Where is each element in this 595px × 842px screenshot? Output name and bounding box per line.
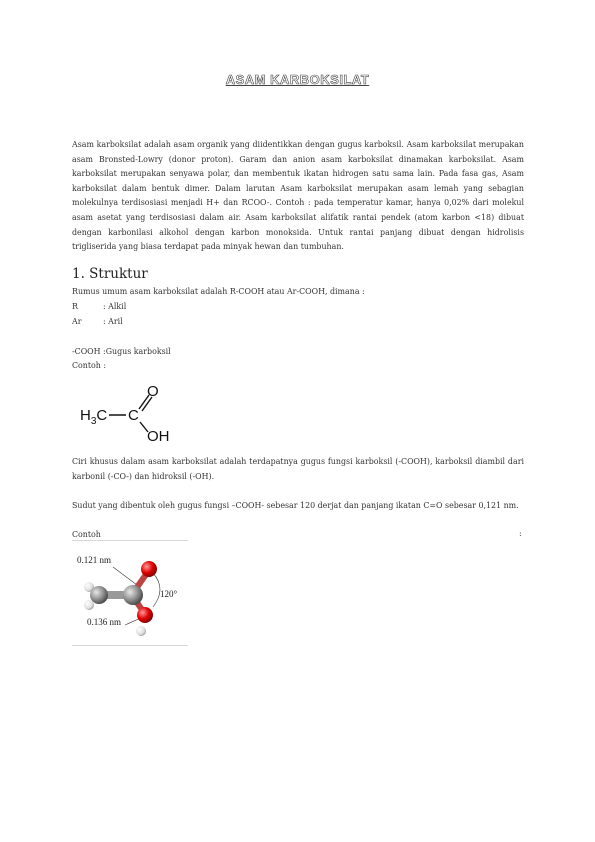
section-heading-struktur: 1. Struktur bbox=[72, 266, 148, 282]
def-val-ar: : Aril bbox=[103, 317, 123, 326]
cooh-line: -COOH :Gugus karboksil bbox=[72, 347, 171, 356]
oxygen-atom bbox=[137, 607, 153, 623]
hydrogen-atom bbox=[136, 626, 146, 636]
carbon-label: C bbox=[128, 407, 139, 424]
oxygen-label: O bbox=[147, 383, 159, 400]
def-key-ar: Ar bbox=[72, 317, 82, 326]
page-title: ASAM KARBOKSILAT bbox=[225, 72, 370, 87]
hydrogen-atom bbox=[84, 600, 94, 610]
acetic-acid-structure bbox=[76, 380, 196, 446]
def-val-r: : Alkil bbox=[103, 302, 127, 311]
contoh-label-1: Contoh : bbox=[72, 361, 107, 370]
sudut-paragraph: Sudut yang dibentuk oleh gugus fungsi –COOH- sebesar 120 derjat dan panjang ikatan C=O sebesar 0,121 nm. bbox=[72, 501, 519, 510]
oh-label: OH bbox=[147, 428, 170, 445]
carbon-atom bbox=[123, 585, 143, 605]
carbon-atom bbox=[90, 586, 108, 604]
formula-line: Rumus umum asam karboksilat adalah R-COOH atau Ar-COOH, dimana : bbox=[72, 287, 365, 296]
dim-line-top bbox=[113, 567, 137, 585]
contoh-label-2: Contoh bbox=[72, 530, 101, 539]
figure-bottom-rule bbox=[72, 645, 188, 646]
figure-top-rule bbox=[72, 540, 188, 541]
ch3-label: $H_3C$ bbox=[80, 407, 108, 427]
bond-length-top-label: 0.121 nm bbox=[77, 555, 112, 565]
contoh-colon: : bbox=[519, 529, 522, 538]
intro-paragraph: Asam karboksilat adalah asam organik yang diidentikkan dengan gugus karboksil. Asam karboksilat merupakan asam Bronsted-Lowry (donor proton). Garam dan anion asam karboksilat dinamakan karboksilat. Asam karboksilat merupakan senyawa polar, dan membentuk ikatan hidrogen satu sama lain. Pada fasa gas, Asam karboksilat dalam bentuk dimer. Dalam larutan Asam karboksilat merupakan asam lemah yang sebagian molekulnya terdisosiasi menjadi H+ dan RCOO-. Contoh : pada temperatur kamar, hanya 0,02% dari molekul asam asetat yang terdisosiasi dalam air. Asam karboksilat alifatik rantai pendek (atom karbon <18) dibuat dengan karbonilasi alkohol dengan karbon monoksida. Untuk rantai panjang dibuat dengan hidrolisis trigliserida yang biasa terdapat pada minyak hewan dan tumbuhan. bbox=[72, 140, 524, 252]
carboxyl-3d-model bbox=[75, 545, 187, 643]
angle-arc bbox=[153, 573, 160, 607]
ciri-paragraph: Ciri khusus dalam asam karboksilat adalah terdapatnya gugus fungsi karboksil (-COOH), karboksil diambil dari karbonil (-CO-) dan hidroksil (-OH). bbox=[72, 457, 524, 481]
oxygen-atom bbox=[141, 561, 157, 577]
def-key-r: R bbox=[72, 302, 78, 311]
bond-angle-label: 120° bbox=[160, 589, 178, 599]
bond-length-bottom-label: 0.136 nm bbox=[87, 617, 122, 627]
